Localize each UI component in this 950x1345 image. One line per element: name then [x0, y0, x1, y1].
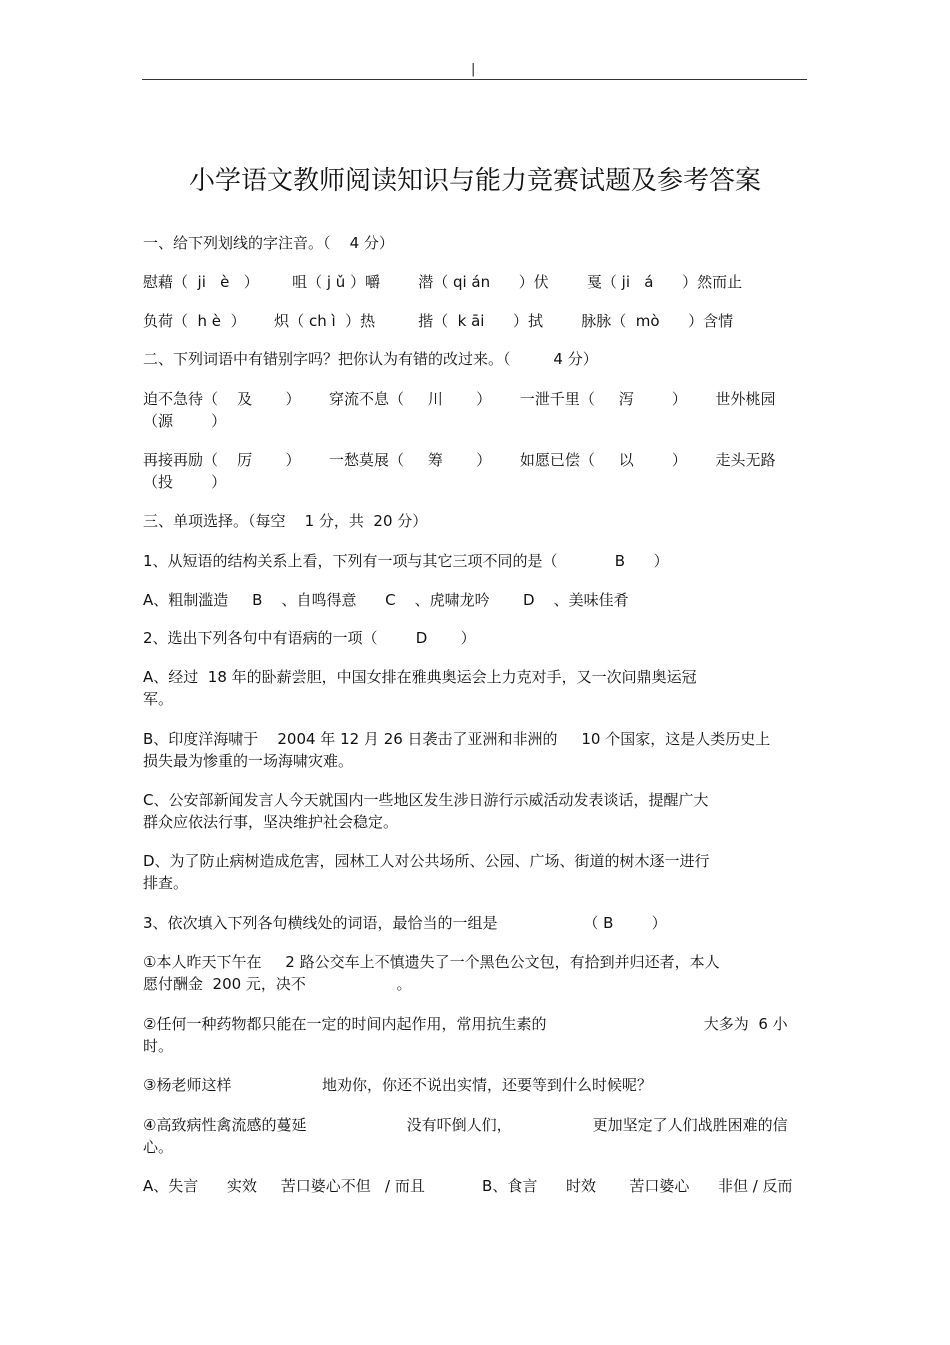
question-2-option-b-cont: 损失最为惨重的一场海啸灾难。 — [143, 752, 354, 770]
question-3-sentence-2-cont: 时。 — [143, 1037, 174, 1055]
pinyin-row-2: 负荷（ h è ） 炽（ ch ì ）热 揩（ k āi ）拭 脉脉（ mò ）含情 — [143, 312, 734, 330]
question-3-sentence-1: ①本人昨天下午在 2 路公交车上不慎遗失了一个黑色公文包，有拾到并归还者，本人 — [143, 953, 720, 971]
question-2-option-a-cont: 军。 — [143, 690, 174, 708]
question-3-sentence-2: ②任何一种药物都只能在一定的时间内起作用，常用抗生素的 大多为 6 小 — [143, 1015, 788, 1033]
question-1: 1、从短语的结构关系上看，下列有一项与其它三项不同的是（ B ） — [143, 552, 669, 570]
question-3-sentence-4: ④高致病性禽流感的蔓延 没有吓倒人们， 更加坚定了人们战胜困难的信 — [143, 1116, 788, 1134]
section-1-heading: 一、给下列划线的字注音。（ 4 分） — [143, 234, 394, 252]
typo-row-2-cont: （投 ） — [143, 473, 227, 491]
question-3-options-ab: A、失言 实效 苦口婆心不但 / 而且 B、食言 时效 苦口婆心 非但 / 反而 — [143, 1177, 793, 1195]
section-2-heading: 二、下列词语中有错别字吗？把你认为有错的改过来。（ 4 分） — [143, 350, 598, 368]
question-2-option-d-cont: 排查。 — [143, 874, 189, 892]
section-3-heading: 三、单项选择。（每空 1 分，共 20 分） — [143, 512, 428, 530]
header-rule — [142, 79, 807, 80]
question-2: 2、选出下列各句中有语病的一项（ D ） — [143, 629, 476, 647]
question-3-sentence-3: ③杨老师这样 地劝你，你还不说出实情，还要等到什么时候呢？ — [143, 1076, 653, 1094]
page-title: 小学语文教师阅读知识与能力竞赛试题及参考答案 — [188, 166, 761, 196]
question-2-option-c: C、公安部新闻发言人今天就国内一些地区发生涉日游行示威活动发表谈话，提醒广大 — [143, 791, 709, 809]
question-2-option-c-cont: 群众应依法行事，坚决维护社会稳定。 — [143, 813, 399, 831]
question-1-options: A、粗制滥造 B 、自鸣得意 C 、虎啸龙吟 D 、美味佳肴 — [143, 591, 629, 609]
question-2-option-a: A、经过 18 年的卧薪尝胆，中国女排在雅典奥运会上力克对手，又一次问鼎奥运冠 — [143, 668, 697, 686]
question-3: 3、依次填入下列各句横线处的词语，最恰当的一组是 （ B ） — [143, 914, 667, 932]
typo-row-2: 再接再励（ 厉 ） 一愁莫展（ 筹 ） 如愿已偿（ 以 ） 走头无路 — [143, 451, 776, 469]
question-2-option-b: B、印度洋海啸于 2004 年 12 月 26 日袭击了亚洲和非洲的 10 个国家，这是人类历史上 — [143, 730, 771, 748]
header-mark: | — [471, 62, 476, 77]
question-2-option-d: D、为了防止病树造成危害，园林工人对公共场所、公园、广场、街道的树木逐一进行 — [143, 852, 710, 870]
pinyin-row-1: 慰藉（ ji è ） 咀（ j ǔ ）嚼 潜（ qi án ）伏 戛（ ji á ）然而止 — [143, 273, 743, 291]
question-3-sentence-4-cont: 心。 — [143, 1138, 174, 1156]
question-3-sentence-1-cont: 愿付酬金 200 元，决不 。 — [143, 975, 412, 993]
typo-row-1: 迫不急待（ 及 ） 穿流不息（ 川 ） 一泄千里（ 泻 ） 世外桃园 — [143, 390, 776, 408]
typo-row-1-cont: （源 ） — [143, 412, 227, 430]
